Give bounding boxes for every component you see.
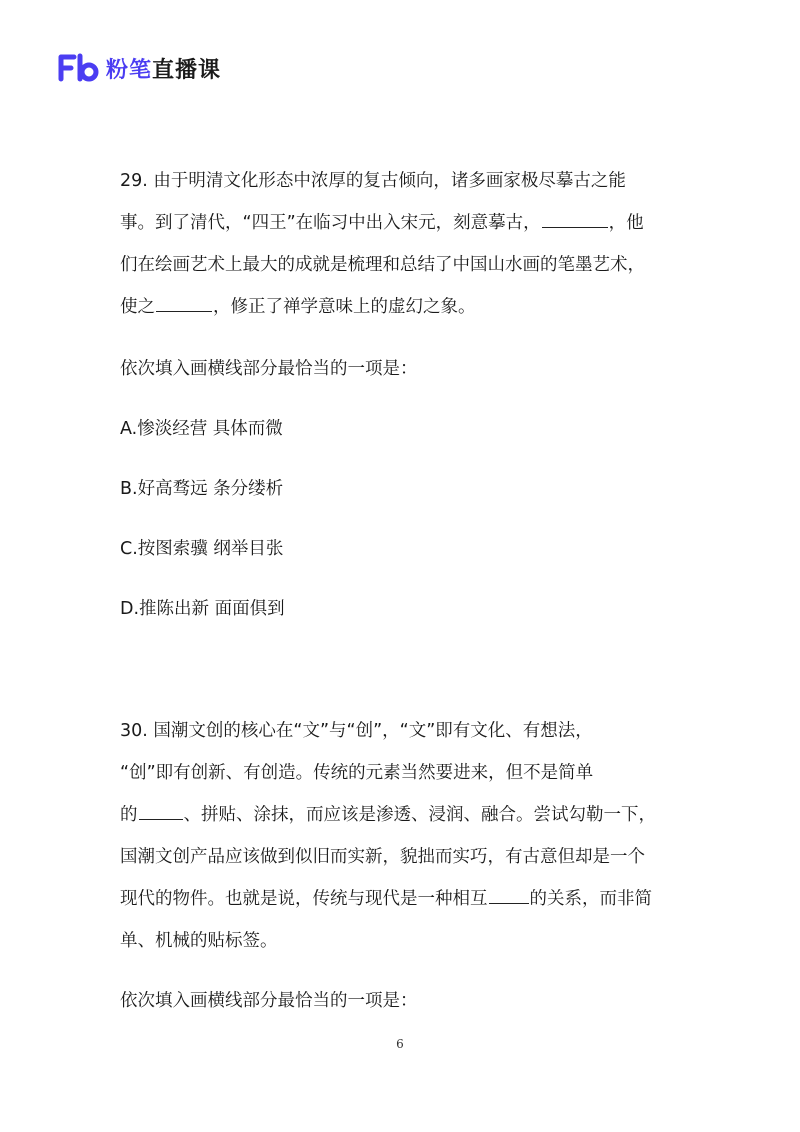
blank-2 bbox=[156, 310, 212, 312]
q30-line-1: 30. 国潮文创的核心在“文”与“创”，“文”即有文化、有想法， bbox=[120, 721, 593, 741]
option-c: C.按图索骥 纲举目张 bbox=[120, 539, 284, 559]
q29-line-2: 事。到了清代，“四王”在临习中出入宋元，刻意摹古， ，他 bbox=[120, 213, 644, 233]
blank-3 bbox=[139, 818, 183, 820]
blank-1 bbox=[542, 226, 608, 228]
q29-line-1: 29. 由于明清文化形态中浓厚的复古倾向，诸多画家极尽摹古之能 bbox=[120, 171, 626, 191]
page-number: 6 bbox=[396, 1037, 404, 1051]
q29-line-4: 使之 ，修正了禅学意味上的虚幻之象。 bbox=[120, 297, 476, 317]
q30-line-6: 单、机械的贴标签。 bbox=[120, 931, 278, 951]
option-b: B.好高骛远 条分缕析 bbox=[120, 479, 284, 499]
q30-line-5: 现代的物件。也就是说，传统与现代是一种相互 的关系，而非简 bbox=[120, 889, 652, 909]
option-a: A.惨淡经营 具体而微 bbox=[120, 419, 283, 439]
blank-4 bbox=[489, 902, 529, 904]
brand-name: 粉笔直播课 bbox=[106, 57, 222, 83]
q30-line-4: 国潮文创产品应该做到似旧而实新，貌拙而实巧，有古意但却是一个 bbox=[120, 847, 645, 867]
q29-line-3: 们在绘画艺术上最大的成就是梳理和总结了中国山水画的笔墨艺术， bbox=[120, 255, 645, 275]
option-d: D.推陈出新 面面俱到 bbox=[120, 599, 285, 619]
question-29 bbox=[120, 160, 690, 630]
q29-prompt: 依次填入画横线部分最恰当的一项是： bbox=[120, 359, 418, 379]
q30-line-2: “创”即有创新、有创造。传统的元素当然要进来，但不是简单 bbox=[120, 763, 594, 783]
q30-line-3: 的 、拼贴、涂抹，而应该是渗透、浸润、融合。尝试勾勒一下， bbox=[120, 805, 656, 825]
fb-logo-icon bbox=[58, 53, 100, 83]
question-30 bbox=[120, 710, 690, 1022]
q30-prompt: 依次填入画横线部分最恰当的一项是： bbox=[120, 991, 418, 1011]
brand-logo bbox=[58, 52, 221, 84]
